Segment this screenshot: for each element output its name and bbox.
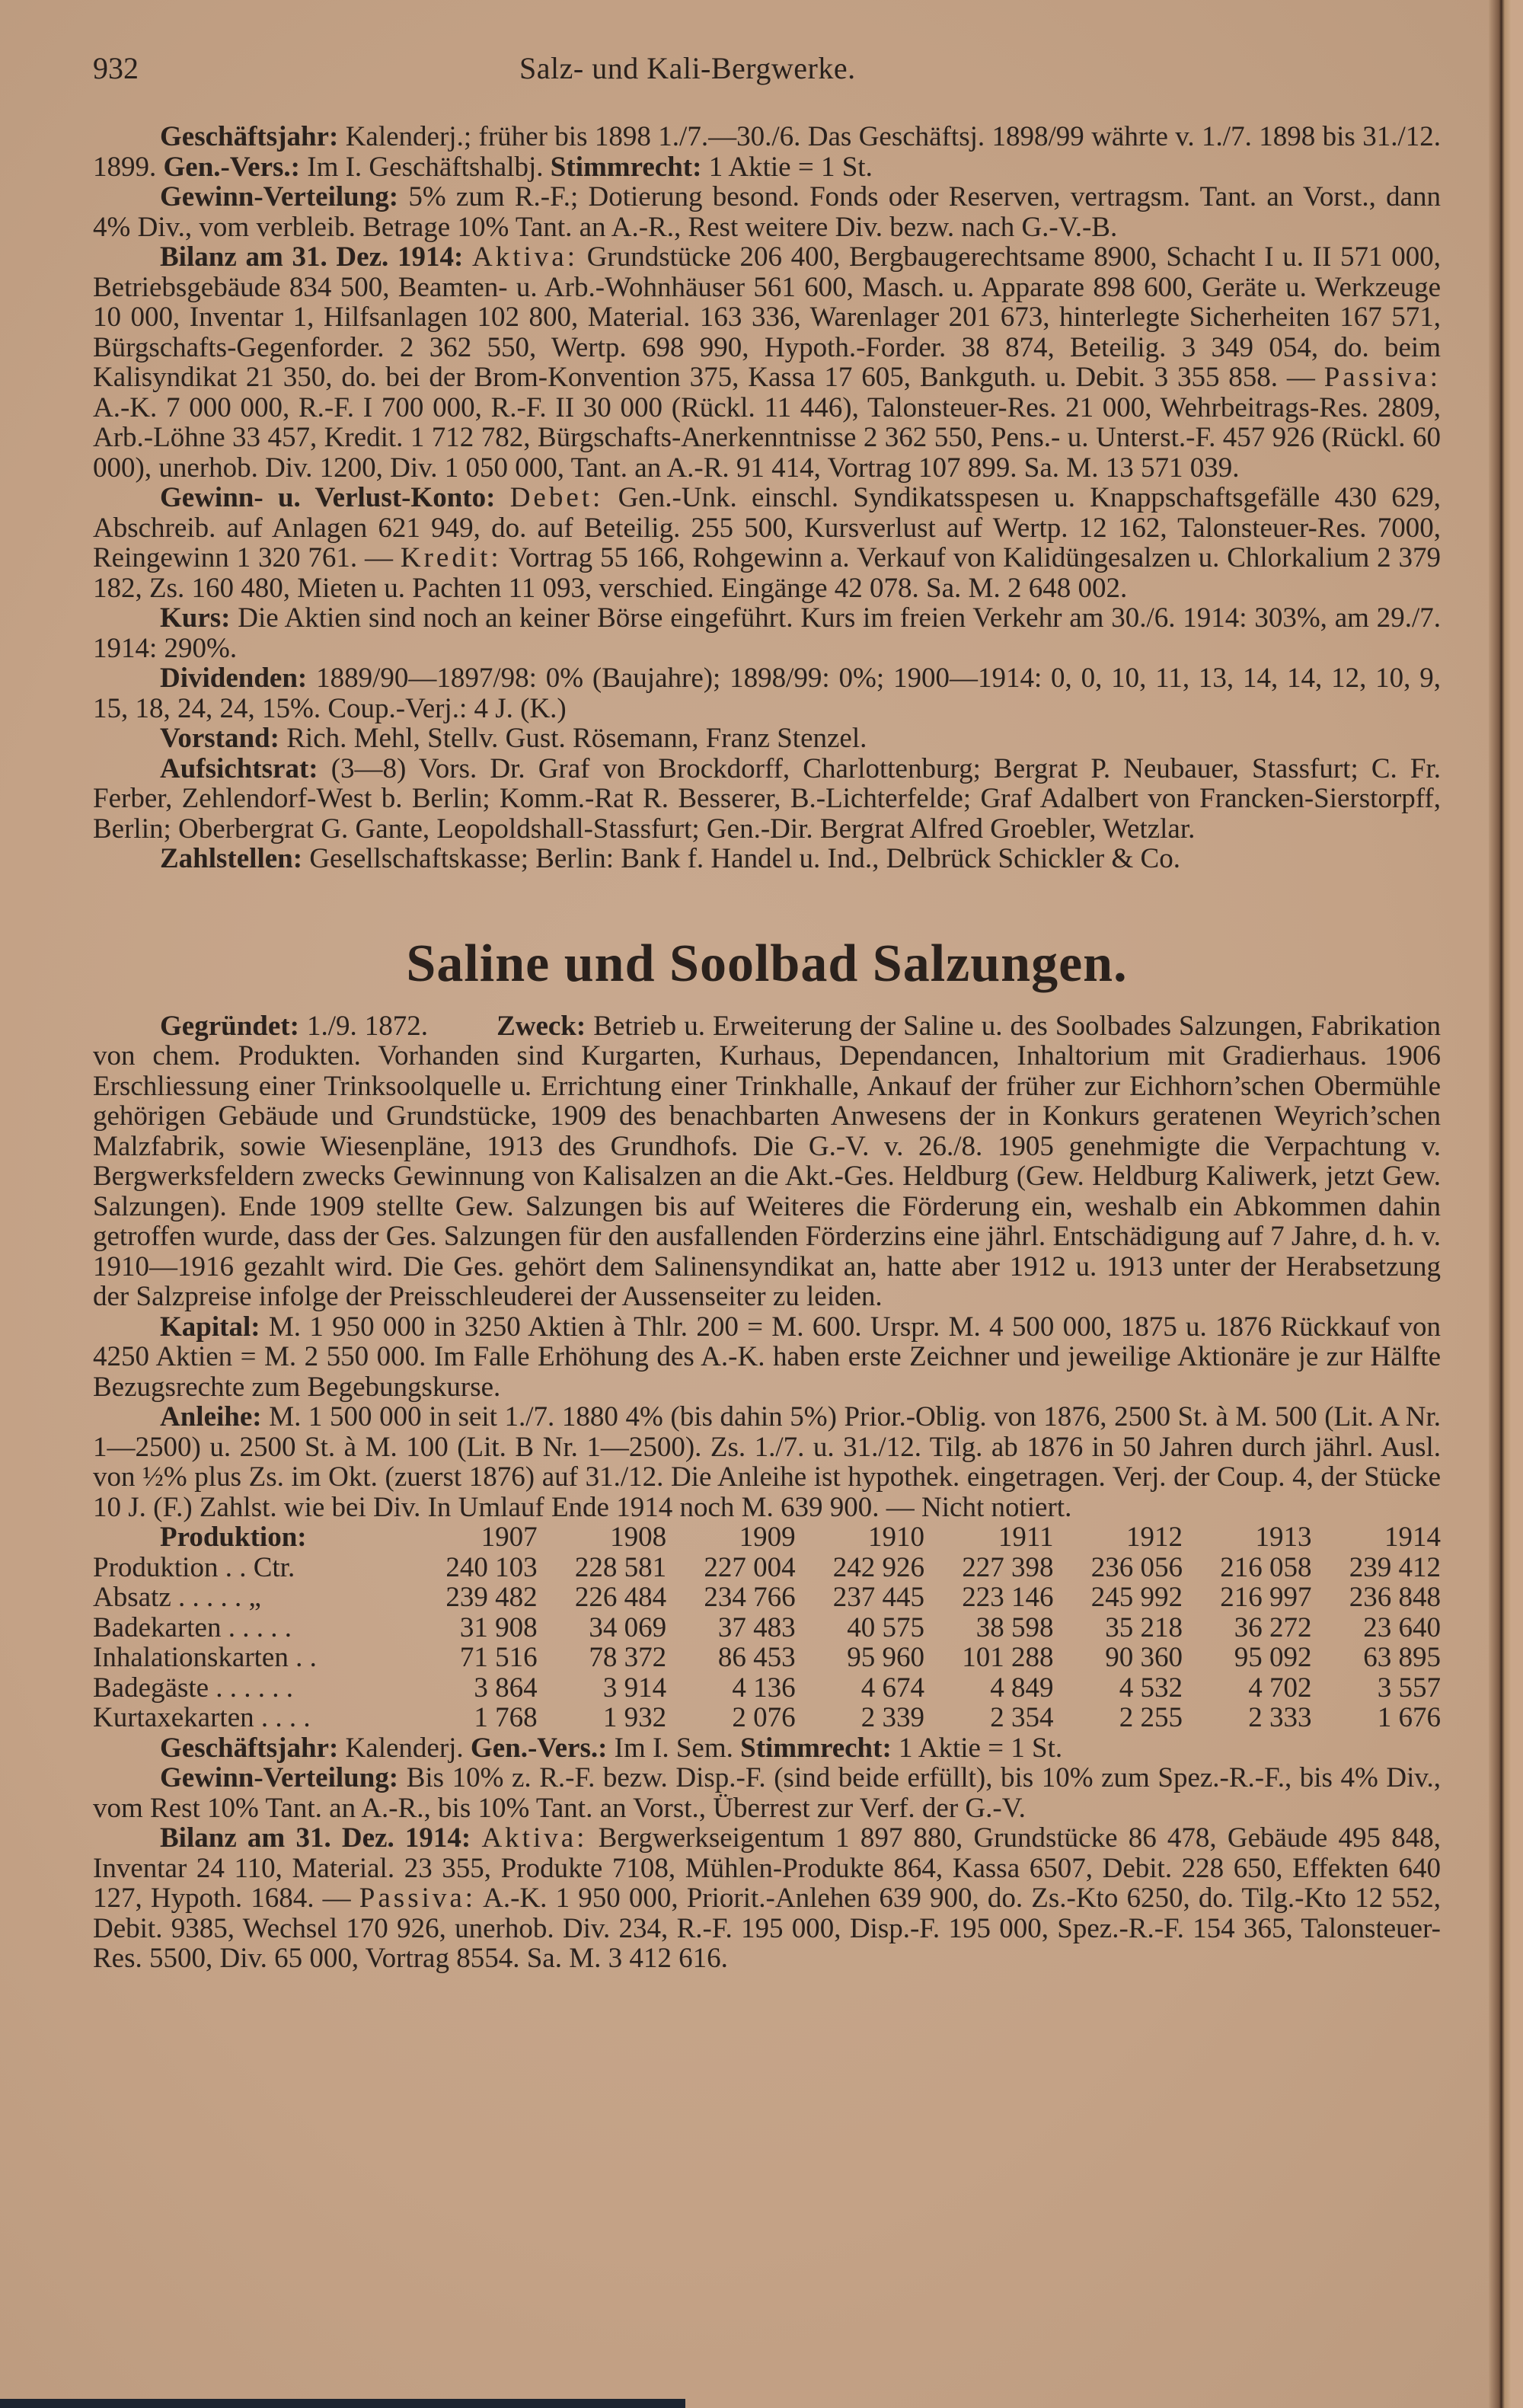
prev-aufsichtsrat: Aufsichtsrat: (3—8) Vors. Dr. Graf von Brockdorff, Charlottenburg; Bergrat P. Neubauer, Stassfurt; C. Fr. Ferber, Zehlendorf-West b. Berlin; Komm.-Rat R. Besserer, B.-Lichterfelde; Graf Adalbert von Francken-Sierstorpff, Berlin; Oberbergrat G. Gante, Leopoldshall-Stassfurt; Gen.-Dir. Bergrat Alfred Groebler, Wetzlar. <box>93 752 1441 845</box>
label: Stimmrecht: <box>740 1732 892 1764</box>
production-header-row <box>93 1522 1441 1553</box>
production-value: 101 288 <box>962 1642 1054 1673</box>
production-value: 36 272 <box>1234 1611 1312 1643</box>
production-row <box>93 1582 1441 1613</box>
production-value: 35 218 <box>1105 1611 1183 1643</box>
production-value: 227 004 <box>704 1551 796 1583</box>
running-head <box>93 53 1441 122</box>
row-label: Badekarten . . . . . <box>93 1611 292 1643</box>
production-value: 242 926 <box>832 1551 925 1583</box>
row-label: Produktion . . Ctr. <box>93 1551 295 1583</box>
entry-title: Saline und Soolbad Salzungen. <box>406 934 1128 993</box>
label: Bilanz am 31. Dez. 1914: <box>160 1822 471 1854</box>
production-heading: Produktion: <box>160 1522 307 1553</box>
entry-gegruendet-zweck: Gegründet: 1./9. 1872. Zweck: Betrieb u. Erweiterung der Saline u. des Soolbades Salzungen, Fabrikation von chem. Produkten. Vorhanden sind Kurgarten, Kurhaus, Dependancen, Inhaltorium mit Gradierhaus. 1906 Erschliessung einer Trinksoolquelle u. Errichtung einer Trinkhalle, Ankauf der früher zur Eichhorn’schen Obermühle gehörigen Gebäude und Grundstücke, 1909 des benachbarten Anwesens der in Konkurs geratenen Weyrich’schen Malzfabrik, sowie Wiesenpläne, 1913 des Grundhofs. Die G.-V. v. 26./8. 1905 genehmigte die Verpachtung v. Bergwerksfeldern zwecks Gewinnung von Kalisalzen an die Akt.-Ges. Heldburg (Gew. Heldburg Kaliwerk, jetzt Gew. Salzungen). Ende 1909 stellte Gew. Salzungen bis auf Weiteres die Förderung ein, weshalb ein Abkommen dahin getroffen wurde, dass der Ges. Salzungen für den ausfallenden Förderzins eine jährl. Entschädigung auf 7 Jahre, d. h. v. 1910—1916 gezahlt wird. Die Ges. gehört dem Salinensyndikat an, hatte aber 1912 u. 1913 unter der Herabsetzung der Salzpreise infolge der Preisschleuderei der Aussenseiter zu leiden. <box>93 1010 1442 1312</box>
production-value: 2 255 <box>1119 1702 1183 1733</box>
production-value: 226 484 <box>574 1582 667 1613</box>
prev-geschaeftsjahr: Geschäftsjahr: Kalenderj.; früher bis 1898 1./7.—30./6. Das Geschäftsj. 1898/99 währte v. 1./7. 1898 bis 31./12. 1899. Gen.-Vers.: Im I. Geschäftshalbj. Stimmrecht: 1 Aktie = 1 St. <box>93 121 1441 183</box>
label: Vorstand: <box>160 723 279 754</box>
aktiva-label: Aktiva: <box>481 1822 588 1854</box>
production-value: 228 581 <box>574 1551 667 1583</box>
production-value: 236 848 <box>1349 1582 1441 1613</box>
production-value: 71 516 <box>459 1642 538 1673</box>
entry-anleihe: Anleihe: M. 1 500 000 in seit 1./7. 1880 4% (bis dahin 5%) Prior.-Oblig. von 1876, 2500 St. à M. 500 (Lit. A Nr. 1—2500) u. 2500 St. à M. 100 (Lit. B Nr. 1—2500). Zs. 1./7. u. 31./12. Tilg. ab 1876 in 50 Jahren durch jährl. Ausl. von ½% plus Zs. im Okt. (zuerst 1876) auf 31./12. Die Anleihe ist hypothek. eingetragen. Verj. der Coup. 4, der Stücke 10 J. (F.) Zahlst. wie bei Div. In Umlauf Ende 1914 noch M. 639 900. — Nicht notiert. <box>93 1401 1441 1523</box>
label: Gen.-Vers.: <box>470 1732 608 1764</box>
production-value: 95 092 <box>1234 1642 1312 1673</box>
production-value: 234 766 <box>704 1582 796 1613</box>
production-table <box>93 1522 1441 1733</box>
production-value: 4 136 <box>732 1672 796 1704</box>
year-header: 1909 <box>739 1522 796 1553</box>
production-row <box>93 1673 1441 1704</box>
production-value: 4 532 <box>1119 1672 1183 1704</box>
aktiva-label: Aktiva: <box>472 241 578 273</box>
page-number: 932 <box>93 51 139 85</box>
production-value: 239 412 <box>1349 1551 1441 1583</box>
running-title: Salz- und Kali-Bergwerke. <box>519 51 856 85</box>
production-value: 3 914 <box>602 1672 667 1704</box>
label: Gewinn-Verteilung: <box>160 181 399 212</box>
entry-kapital: Kapital: M. 1 950 000 in 3250 Aktien à Thlr. 200 = M. 600. Urspr. M. 4 500 000, 1875 u. 1876 Rückkauf von 4250 Aktien = M. 2 550 000. Im Falle Erhöhung des A.-K. haben erste Zeichner und jeweilige Aktionäre je zur Hälfte Bezugsrechte zum Begebungskurse. <box>93 1311 1441 1403</box>
production-value: 2 354 <box>990 1702 1054 1733</box>
label: Dividenden: <box>160 663 308 694</box>
label: Bilanz am 31. Dez. 1914: <box>160 241 464 273</box>
production-value: 37 483 <box>717 1611 796 1643</box>
entry-bilanz: Bilanz am 31. Dez. 1914: Aktiva: Bergwerkseigentum 1 897 880, Grundstücke 86 478, Gebäude 495 848, Inventar 24 110, Material. 23 355, Produkte 7108, Mühlen-Produkte 864, Kassa 6507, Debit. 228 650, Effekten 640 127, Hypoth. 1684. — Passiva: A.-K. 1 950 000, Priorit.-Anlehen 639 900, do. Zs.-Kto 6250, do. Tilg.-Kto 12 552, Debit. 9385, Wechsel 170 926, unerhob. Div. 234, R.-F. 195 000, Disp.-F. 195 000, Spez.-R.-F. 154 365, Talonsteuer-Res. 5500, Div. 65 000, Vortrag 8554. Sa. M. 3 412 616. <box>93 1822 1442 1974</box>
production-value: 4 674 <box>860 1672 925 1704</box>
label: Zahlstellen: <box>160 843 303 874</box>
production-value: 2 339 <box>860 1702 925 1733</box>
production-value: 240 103 <box>445 1551 538 1583</box>
row-label: Badegäste . . . . . . <box>93 1672 294 1704</box>
production-value: 245 992 <box>1090 1582 1183 1613</box>
production-value: 227 398 <box>962 1551 1054 1583</box>
row-label: Absatz . . . . . „ <box>93 1582 261 1613</box>
production-value: 31 908 <box>459 1611 538 1643</box>
entry-gewinn-verteilung: Gewinn-Verteilung: Bis 10% z. R.-F. bezw. Disp.-F. (sind beide erfüllt), bis 10% zum Spez.-R.-F., bis 4% Div., vom Rest 10% Tant. an A.-R., bis 10% Tant. an Vorst., Überrest zur Verf. der G.-V. <box>93 1762 1441 1824</box>
row-label: Kurtaxekarten . . . . <box>93 1702 311 1733</box>
production-value: 239 482 <box>445 1582 538 1613</box>
production-value: 40 575 <box>847 1611 925 1643</box>
label: Anleihe: <box>160 1401 262 1432</box>
production-row <box>93 1643 1441 1673</box>
production-value: 236 056 <box>1090 1551 1183 1583</box>
label: Gewinn- u. Verlust-Konto: <box>160 482 496 513</box>
production-value: 1 932 <box>602 1702 667 1733</box>
production-value: 23 640 <box>1363 1611 1441 1643</box>
production-value: 38 598 <box>975 1611 1054 1643</box>
prev-kurs: Kurs: Die Aktien sind noch an keiner Börse eingeführt. Kurs im freien Verkehr am 30./6. 1914: 303%, am 29./7. 1914: 290%. <box>93 602 1441 664</box>
production-value: 86 453 <box>717 1642 796 1673</box>
label: Kapital: <box>160 1311 260 1343</box>
label: Zweck: <box>496 1010 586 1042</box>
prev-vorstand: Vorstand: Rich. Mehl, Stellv. Gust. Rösemann, Franz Stenzel. <box>160 723 867 754</box>
year-header: 1908 <box>610 1522 667 1553</box>
year-header: 1912 <box>1125 1522 1183 1553</box>
label: Gewinn-Verteilung: <box>160 1762 399 1793</box>
production-value: 63 895 <box>1363 1642 1441 1673</box>
production-value: 237 445 <box>832 1582 925 1613</box>
passiva-label: Passiva: <box>359 1883 477 1914</box>
prev-bilanz: Bilanz am 31. Dez. 1914: Aktiva: Grundstücke 206 400, Bergbaugerechtsame 8900, Schacht I u. II 571 000, Betriebsgebäude 834 500, Beamten- u. Arb.-Wohnhäuser 561 600, Masch. u. Apparate 898 600, Geräte u. Werkzeuge 10 000, Inventar 1, Hilfsanlagen 102 800, Material. 163 336, Warenlager 201 673, hinterlegte Sicherheiten 167 571, Bürgschafts-Gegenforder. 2 362 550, Wertp. 698 990, Hypoth.-Forder. 38 874, Beteilig. 3 349 054, do. beim Kalisyndikat 21 350, do. bei der Brom-Konvention 375, Kassa 17 605, Bankguth. u. Debit. 3 355 858. — Passiva: A.-K. 7 000 000, R.-F. I 700 000, R.-F. II 30 000 (Rückl. 11 446), Talonsteuer-Res. 21 000, Wehrbeitrags-Res. 2809, Arb.-Löhne 33 457, Kredit. 1 712 782, Bürgschafts-Anerkenntnisse 2 362 550, Pens.- u. Unterst.-F. 457 926 (Rückl. 60 000), unerhob. Div. 1200, Div. 1 050 000, Tant. an A.-R. 91 414, Vortrag 107 899. Sa. M. 13 571 039. <box>93 241 1441 484</box>
label: Gegründet: <box>160 1010 299 1042</box>
production-value: 34 069 <box>589 1611 667 1643</box>
entry-geschaeftsjahr: Geschäftsjahr: Kalenderj. Gen.-Vers.: Im I. Sem. Stimmrecht: 1 Aktie = 1 St. <box>160 1732 1063 1764</box>
passiva-label: Passiva: <box>1323 362 1441 393</box>
row-label: Inhalationskarten . . <box>93 1642 317 1673</box>
text-column <box>93 53 1441 1974</box>
production-row <box>93 1553 1441 1583</box>
label: Geschäftsjahr: <box>160 121 339 152</box>
label: Aufsichtsrat: <box>160 752 318 784</box>
production-value: 216 058 <box>1220 1551 1312 1583</box>
label: Geschäftsjahr: <box>160 1732 339 1764</box>
production-value: 2 333 <box>1248 1702 1312 1733</box>
debet-label: Debet: <box>509 482 604 513</box>
production-row <box>93 1613 1441 1643</box>
production-value: 1 768 <box>474 1702 538 1733</box>
prev-gewinn-verteilung: Gewinn-Verteilung: 5% zum R.-F.; Dotierung besond. Fonds oder Reserven, vertragsm. Tant. an Vorst., dann 4% Div., vom verbleib. Betrage 10% Tant. an A.-R., Rest weitere Div. bezw. nach G.-V.-B. <box>93 181 1441 243</box>
page-spine-edge <box>1489 0 1512 2408</box>
production-value: 90 360 <box>1105 1642 1183 1673</box>
production-value: 216 997 <box>1220 1582 1312 1613</box>
production-value: 3 557 <box>1377 1672 1441 1704</box>
production-value: 3 864 <box>474 1672 538 1704</box>
production-value: 223 146 <box>962 1582 1054 1613</box>
year-header: 1910 <box>868 1522 925 1553</box>
label: Stimmrecht: <box>550 151 702 183</box>
kredit-label: Kredit: <box>400 542 502 573</box>
prev-gewinn-verlust: Gewinn- u. Verlust-Konto: Debet: Gen.-Unk. einschl. Syndikatsspesen u. Knappschaftsgefälle 430 629, Abschreib. auf Anlagen 621 949, do. auf Beteilig. 255 500, Kursverlust auf Wertp. 12 162, Talonsteuer-Res. 7000, Reingewinn 1 320 761. — Kredit: Vortrag 55 166, Rohgewinn a. Verkauf von Kalidüngesalzen u. Chlorkalium 2 379 182, Zs. 160 480, Mieten u. Pachten 11 093, verschied. Eingänge 42 078. Sa. M. 2 648 002. <box>93 482 1442 604</box>
production-value: 4 702 <box>1248 1672 1312 1704</box>
prev-zahlstellen: Zahlstellen: Gesellschaftskasse; Berlin: Bank f. Handel u. Ind., Delbrück Schickler & Co. <box>160 843 1180 874</box>
label: Gen.-Vers.: <box>163 151 300 183</box>
year-header: 1907 <box>481 1522 538 1553</box>
production-value: 4 849 <box>990 1672 1054 1704</box>
production-value: 78 372 <box>589 1642 667 1673</box>
production-row <box>93 1703 1441 1733</box>
production-value: 95 960 <box>847 1642 925 1673</box>
scan-border <box>0 2399 685 2408</box>
year-header: 1914 <box>1384 1522 1441 1553</box>
label: Kurs: <box>160 602 231 634</box>
prev-dividenden: Dividenden: 1889/90—1897/98: 0% (Baujahre); 1898/99: 0%; 1900—1914: 0, 0, 10, 11, 13, 14, 14, 12, 10, 9, 15, 18, 24, 24, 15%. Coup.-Verj.: 4 J. (K.) <box>93 663 1441 724</box>
production-value: 1 676 <box>1377 1702 1441 1733</box>
year-header: 1913 <box>1255 1522 1312 1553</box>
production-value: 2 076 <box>732 1702 796 1733</box>
year-header: 1911 <box>998 1522 1054 1553</box>
